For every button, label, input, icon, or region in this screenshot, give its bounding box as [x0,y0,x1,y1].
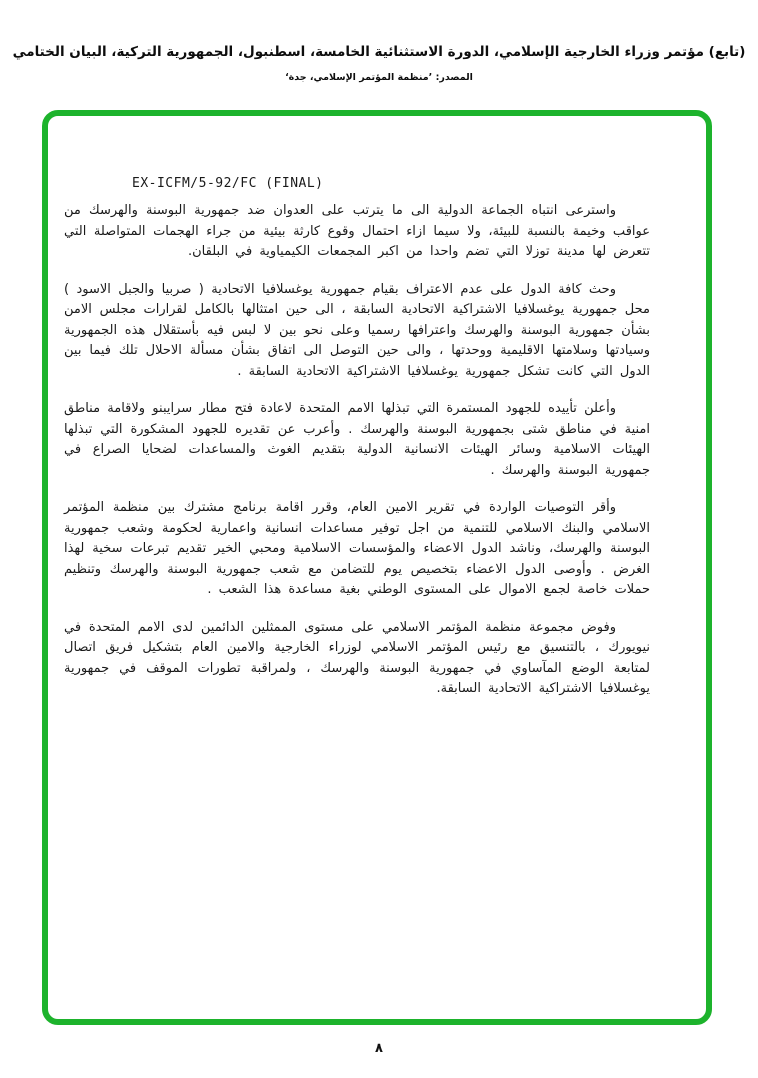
document-border-box [42,110,712,1025]
paragraph: وحث كافة الدول على عدم الاعتراف بقيام جمهورية يوغسلافيا الاتحادية ( صربيا والجبل الاسود ) محل جمهورية يوغسلافيا الاشتراكية الاتحادية السابقة ، الى حين امتثالها بالكامل لقرارات مجلس الامن بشأن جمهورية البوسنة والهرسك واعترافها رسميا وعلى نحو بين لا لبس فيه بأستقلال هذه الجمهورية وسيادتها وسلامتها الاقليمية ووحدتها ، والى حين التوصل الى اتفاق بشأن مسألة الاحلال تلك فيما بين الدول التي كانت تشكل جمهورية يوغسلافيا الاشتراكية الاتحادية السابقة . [64,281,650,379]
document-title: (تابع) مؤتمر وزراء الخارجية الإسلامي، الدورة الاستثنائية الخامسة، اسطنبول، الجمهورية التركية، البيان الختامي [12,44,746,60]
document-content [64,176,650,717]
paragraph: وأقر التوصيات الواردة في تقرير الامين العام، وقرر اقامة برنامج مشترك بين منظمة المؤتمر الاسلامي والبنك الاسلامي للتنمية من اجل توفير مساعدات انسانية واعمارية لحكومة وشعب جمهورية البوسنة والهرسك، وناشد الدول الاعضاء والمؤسسات الاسلامية ومحبي الخير تقديم تبرعات سخية لهذا الغرض . وأوصى الدول الاعضاء بتخصيص يوم للتضامن مع شعب جمهورية البوسنة والهرسك وتنظيم حملات خاصة لجمع الاموال على المستوى الوطني بغية مساعدة هذا الشعب . [64,500,650,597]
paragraph: وأعلن تأييده للجهود المستمرة التي تبذلها الامم المتحدة لاعادة فتح مطار سرايبنو ولاقامة مناطق امنية في مناطق شتى بجمهورية البوسنة والهرسك . وأعرب عن تقديره للجهود المشكورة التي تبذلها الهيئات الاسلامية وسائر الهيئات الانسانية الدولية بتقديم الغوث والمساعدات لضحايا الصراع في جمهورية البوسنة والهرسك . [64,401,650,478]
paragraph: واسترعى انتباه الجماعة الدولية الى ما يترتب على العدوان ضد جمهورية البوسنة والهرسك من عواقب وخيمة بالنسبة للبيئة، ولا سيما ازاء احتمال وقوع كارثة بيئية من جراء الهجمات المتواصلة التي تتعرض لها مدينة توزلا التي تضم واحدا من اكبر المجمعات الكيمياوية في البلقان. [64,203,650,259]
source-line: المصدر: ’منظمة المؤتمر الإسلامي، جدة‘ [285,72,473,83]
paragraph: وفوض مجموعة منظمة المؤتمر الاسلامي على مستوى الممثلين الدائمين لدى الامم المتحدة في نيويورك ، بالتنسيق مع رئيس المؤتمر الاسلامي لوزراء الخارجية والامين العام بتشكيل فريق اتصال لمتابعة الوضع المآساوي في جمهورية البوسنة والهرسك ، ولمراقبة تطورات الموقف في جمهورية يوغسلافيا الاشتراكية الاتحادية السابقة. [64,619,650,696]
page-header [0,44,758,83]
reference-code: EX-ICFM/5-92/FC (FINAL) [132,176,324,191]
page-number: ٨ [375,1041,383,1056]
